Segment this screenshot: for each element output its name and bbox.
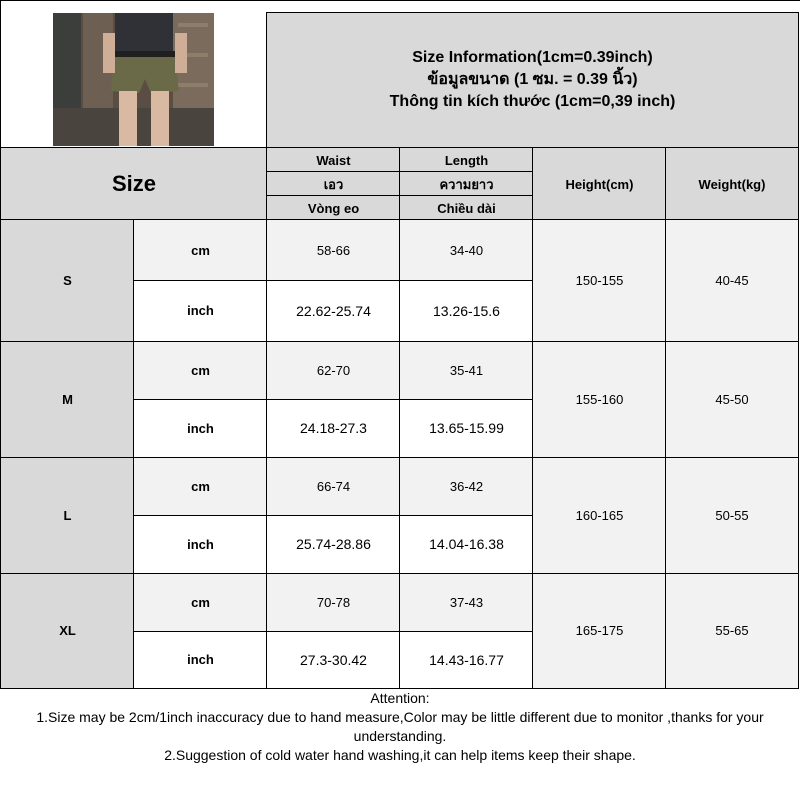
waist-inch-xl: 27.3-30.42 [267, 631, 400, 688]
size-label-l: L [1, 457, 134, 573]
row-xl-mid-line [133, 631, 533, 632]
weight-xl: 55-65 [666, 573, 798, 688]
size-label-s: S [1, 220, 134, 341]
length-inch-m: 13.65-15.99 [400, 399, 533, 457]
unit-cm-s: cm [134, 220, 267, 280]
size-label-xl: XL [1, 573, 134, 688]
length-cm-s: 34-40 [400, 220, 533, 280]
product-photo [53, 13, 214, 146]
height-s: 150-155 [533, 220, 666, 341]
height-l: 160-165 [533, 457, 666, 573]
waist-inch-s: 22.62-25.74 [267, 280, 400, 341]
border-right [798, 12, 799, 689]
length-header-en: Length [400, 148, 533, 172]
length-cm-xl: 37-43 [400, 573, 533, 631]
title-top-line [266, 12, 799, 13]
title-line-th: ข้อมูลขนาด (1 ซม. = 0.39 นิ้ว) [427, 71, 638, 88]
attention-notes [0, 689, 800, 769]
weight-l: 50-55 [666, 457, 798, 573]
height-header: Height(cm) [533, 148, 666, 220]
unit-inch-s: inch [134, 280, 267, 341]
height-xl: 165-175 [533, 573, 666, 688]
row-m-mid-line [133, 399, 533, 400]
waist-cm-s: 58-66 [267, 220, 400, 280]
waist-cm-xl: 70-78 [267, 573, 400, 631]
col-line-weight [665, 147, 666, 688]
row-l-mid-line [133, 515, 533, 516]
length-header-th: ความยาว [400, 172, 533, 196]
waist-inch-l: 25.74-28.86 [267, 515, 400, 573]
size-header: Size [1, 148, 267, 220]
weight-header: Weight(kg) [666, 148, 798, 220]
size-label-m: M [1, 341, 134, 457]
waist-cm-m: 62-70 [267, 341, 400, 399]
col-line-unit [133, 219, 134, 688]
height-m: 155-160 [533, 341, 666, 457]
title-line-en: Size Information(1cm=0.39inch) [412, 49, 653, 66]
row-s-mid-line [133, 280, 533, 281]
waist-header-en: Waist [267, 148, 400, 172]
length-cm-l: 36-42 [400, 457, 533, 515]
unit-cm-xl: cm [134, 573, 267, 631]
waist-inch-m: 24.18-27.3 [267, 399, 400, 457]
unit-inch-xl: inch [134, 631, 267, 688]
product-photo-image [53, 13, 214, 146]
title-line-vi: Thông tin kích thước (1cm=0,39 inch) [389, 93, 676, 110]
length-inch-xl: 14.43-16.77 [400, 631, 533, 688]
unit-inch-l: inch [134, 515, 267, 573]
unit-cm-m: cm [134, 341, 267, 399]
col-line-length [399, 147, 400, 688]
weight-m: 45-50 [666, 341, 798, 457]
weight-s: 40-45 [666, 220, 798, 341]
unit-inch-m: inch [134, 399, 267, 457]
attention-line-2: 2.Suggestion of cold water hand washing,it can help items keep their shape. [164, 747, 636, 763]
border-top [0, 0, 800, 1]
waist-header-vi: Vòng eo [267, 196, 400, 220]
title-block [267, 13, 798, 147]
attention-heading: Attention: [370, 690, 430, 706]
attention-line-1-cont: understanding. [353, 728, 447, 744]
waist-cm-l: 66-74 [267, 457, 400, 515]
length-cm-m: 35-41 [400, 341, 533, 399]
length-inch-s: 13.26-15.6 [400, 280, 533, 341]
border-left [0, 0, 1, 689]
unit-cm-l: cm [134, 457, 267, 515]
col-line-height [532, 147, 533, 688]
length-inch-l: 14.04-16.38 [400, 515, 533, 573]
attention-line-1: 1.Size may be 2cm/1inch inaccuracy due to hand measure,Color may be little different due to monitor ,thanks for your [36, 709, 764, 725]
length-header-vi: Chiều dài [400, 196, 533, 220]
waist-header-th: เอว [267, 172, 400, 196]
col-line-waist [266, 12, 267, 688]
